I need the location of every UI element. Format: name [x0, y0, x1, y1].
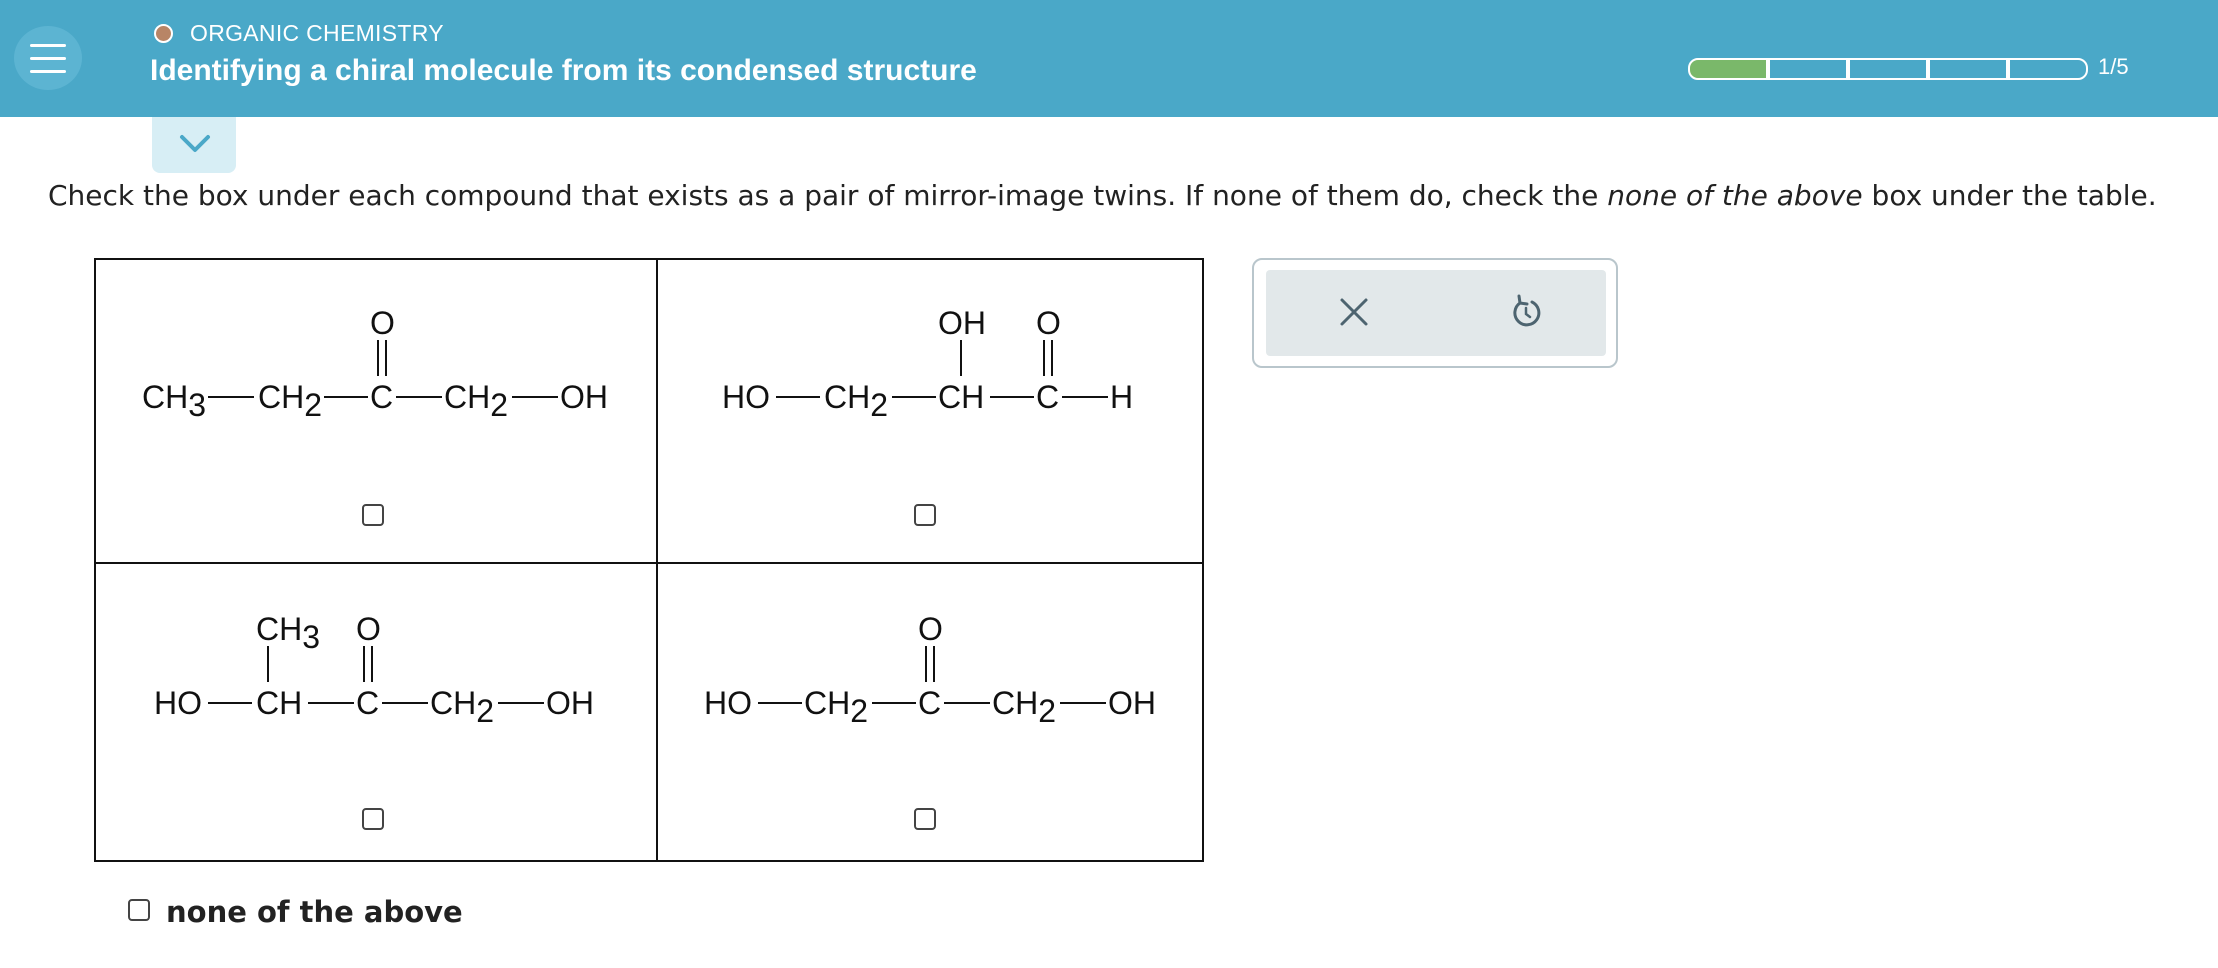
compound-cell-2	[656, 260, 1202, 562]
progress-segment	[2008, 58, 2088, 80]
atom-label: C	[1036, 379, 1060, 415]
progress-segment	[1848, 58, 1928, 80]
clear-button[interactable]	[1334, 292, 1374, 332]
hamburger-menu-icon	[30, 44, 66, 47]
instructions-text	[48, 179, 2157, 212]
page-title: Identifying a chiral molecule from its condensed structure	[150, 54, 977, 87]
atom-label: HO	[154, 685, 202, 721]
chevron-down-icon	[179, 133, 211, 155]
hamburger-menu-icon	[30, 70, 66, 73]
atom-label: OH	[546, 685, 594, 721]
atom-label: HO	[704, 685, 752, 721]
instructions-emphasis: none of the above	[1607, 179, 1863, 212]
topic-label: ORGANIC CHEMISTRY	[190, 20, 444, 46]
undo-icon	[1506, 292, 1546, 332]
hamburger-menu-icon	[30, 57, 66, 60]
atom-label: OH	[938, 305, 986, 341]
compound-checkbox-1[interactable]	[362, 504, 384, 526]
none-of-the-above-label: none of the above	[166, 895, 463, 929]
atom-label: CH2	[258, 379, 323, 423]
menu-button[interactable]	[14, 26, 82, 90]
compound-table	[94, 258, 1204, 862]
atom-label: CH2	[430, 685, 495, 729]
compound-checkbox-2[interactable]	[914, 504, 936, 526]
atom-label: CH2	[992, 685, 1057, 729]
atom-label: CH	[938, 379, 985, 415]
compound-checkbox-3[interactable]	[362, 808, 384, 830]
answer-actions-panel	[1252, 258, 1618, 368]
compound-cell-4	[656, 562, 1202, 860]
atom-label: C	[370, 379, 394, 415]
atom-label: OH	[1108, 685, 1156, 721]
atom-label: CH2	[824, 379, 889, 423]
atom-label: O	[1036, 305, 1061, 341]
progress-segment	[1928, 58, 2008, 80]
progress-segment	[1768, 58, 1848, 80]
atom-label: O	[370, 305, 395, 341]
header-bar	[0, 0, 2218, 117]
atom-label: OH	[560, 379, 608, 415]
close-x-icon	[1334, 292, 1374, 332]
progress-segment	[1688, 58, 1768, 80]
compound-cell-3	[96, 562, 656, 860]
reset-button[interactable]	[1506, 292, 1546, 332]
atom-label: CH3	[142, 379, 207, 423]
atom-label: HO	[722, 379, 770, 415]
atom-label: O	[918, 611, 943, 647]
atom-label: CH	[256, 685, 303, 721]
atom-label: O	[356, 611, 381, 647]
atom-label: H	[1110, 379, 1134, 415]
atom-label: C	[918, 685, 942, 721]
atom-label: CH2	[444, 379, 509, 423]
instructions-part: Check the box under each compound that exists as a pair of mirror-image twins. If none of them do, check the	[48, 179, 1599, 212]
compound-checkbox-4[interactable]	[914, 808, 936, 830]
none-of-the-above-checkbox[interactable]	[128, 899, 150, 921]
answer-actions-bar	[1266, 270, 1606, 356]
progress-count: 1/5	[2098, 54, 2129, 79]
collapse-toggle-button[interactable]	[152, 117, 236, 173]
topic-dot-icon	[154, 24, 173, 43]
instructions-part: box under the table.	[1871, 179, 2157, 212]
compound-cell-1	[96, 260, 656, 562]
atom-label: CH3	[256, 611, 321, 655]
atom-label: C	[356, 685, 380, 721]
atom-label: CH2	[804, 685, 869, 729]
